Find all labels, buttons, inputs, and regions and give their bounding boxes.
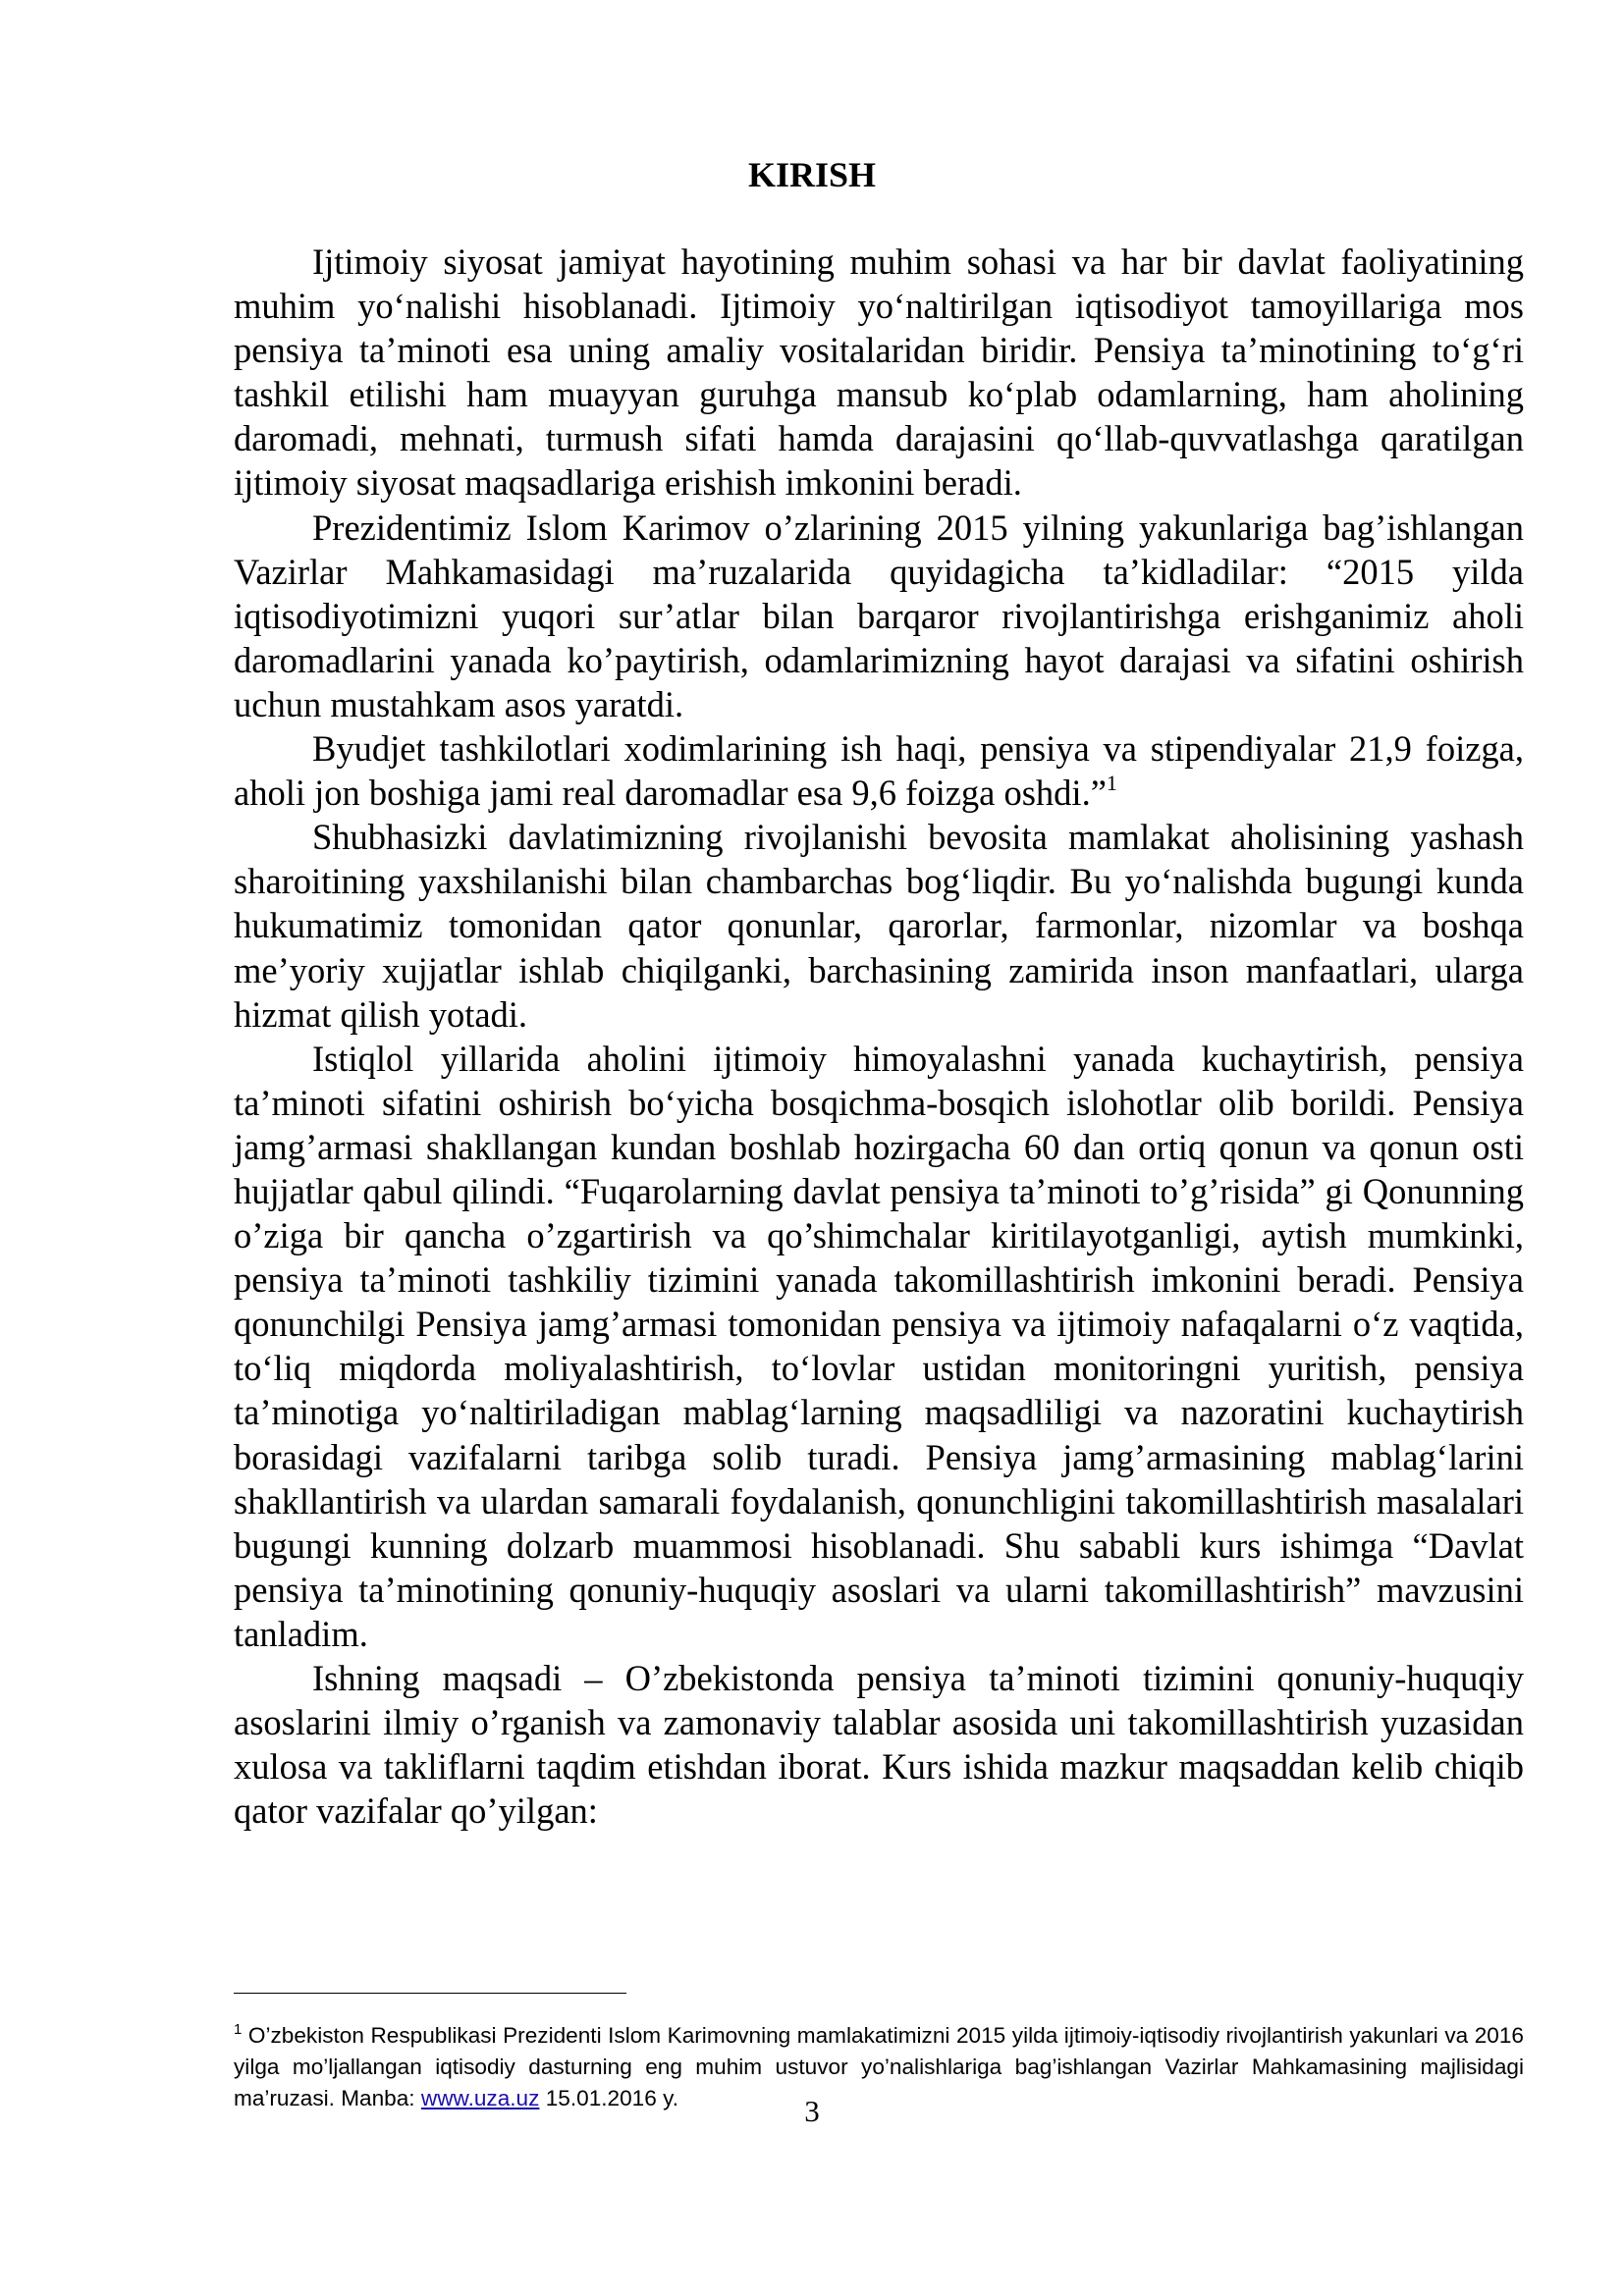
footnote-date: 15.01.2016 y.	[539, 2086, 678, 2110]
source-link[interactable]: www.uza.uz	[420, 2086, 540, 2110]
paragraph-development: Shubhasizki davlatimizning rivojlanishi bevosita mamlakat aholisining yashash sharoitining yaxshilanishi bilan chambarchas bog‘liqdir. Bu yo‘nalishda bugungi kunda hukumatimiz tomonidan qator qonunlar, qarorlar, farmonlar, nizomlar va boshqa me’yoriy xujjatlar ishlab chiqilganki, barchasining zamirida inson manfaatlari, ularga hizmat qilish yotadi.	[234, 817, 1524, 1035]
footnote-reference[interactable]: 1	[1106, 771, 1117, 796]
paragraph-independence-reforms: Istiqlol yillarida aholini ijtimoiy himoyalashni yanada kuchaytirish, pensiya ta’minoti sifatini oshirish bo‘yicha bosqichma-bosqich islohotlar olib borildi. Pensiya jamg’armasi shakllangan kundan boshlab hozirgacha 60 dan ortiq qonun va qonun osti hujjatlar qabul qilindi. “Fuqarolarning davlat pensiya ta’minoti to’g’risida” gi Qonunning o’ziga bir qancha o’zgartirish va qo’shimchalar kiritilayotganligi, aytish mumkinki, pensiya ta’minoti tashkiliy tizimini yanada takomillashtirish imkonini beradi. Pensiya qonunchilgi Pensiya jamg’armasi tomonidan pensiya va ijtimoiy nafaqalarni o‘z vaqtida, to‘liq miqdorda moliyalashtirish, to‘lovlar ustidan monitoringni yuritish, pensiya ta’minotiga yo‘naltiriladigan mablag‘larning maqsadliligi va nazoratini kuchaytirish borasidagi vazifalarni taribga solib turadi. Pensiya jamg’armasining mablag‘larini shakllantirish va ulardan samarali foydalanish, qonunchligini takomillashtirish masalalari bugungi kunning dolzarb muammosi hisoblanadi. Shu sababli kurs ishimga “Davlat pensiya ta’minotining qonuniy-huquqiy asoslari va ularni takomillashtirish” mavzusini tanladim.	[234, 1038, 1524, 1654]
body-text	[234, 240, 1524, 1833]
page-number: 3	[804, 2094, 820, 2128]
footnote-number: 1	[234, 2021, 243, 2038]
paragraph-budget-text: Byudjet tashkilotlari xodimlarining ish haqi, pensiya va stipendiyalar 21,9 foizga, aholi jon boshiga jami real daromadlar esa 9,6 foizga oshdi.”	[234, 728, 1524, 814]
footnote-separator	[234, 1993, 626, 1994]
paragraph-research-goal: Ishning maqsadi – O’zbekistonda pensiya ta’minoti tizimini qonuniy-huquqiy asoslarini ilmiy o’rganish va zamonaviy talablar asosida uni takomillashtirish yuzasidan xulosa va takliflarni taqdim etishdan iborat. Kurs ishida mazkur maqsaddan kelib chiqib qator vazifalar qo’yilgan:	[234, 1658, 1524, 1832]
paragraph-president-quote: Prezidentimiz Islom Karimov o’zlarining 2015 yilning yakunlariga bag’ishlangan Vazirlar Mahkamasidagi ma’ruzalarida quyidagicha ta’kidladilar: “2015 yilda iqtisodiyotimizni yuqori sur’atlar bilan barqaror rivojlantirishga erishganimiz aholi daromadlarini yanada ko’paytirish, odamlarimizning hayot darajasi va sifatini oshirish uchun mustahkam asos yaratdi.	[234, 507, 1524, 724]
paragraph-budget-figures	[234, 726, 1524, 815]
footnote-text: O’zbekiston Respublikasi Prezidenti Islom Karimovning mamlakatimizni 2015 yilda ijtimoiy-iqtisodiy rivojlantirish yakunlari va 2016 yilga mo’ljallangan iqtisodiy dasturning eng muhim ustuvor yo’nalishlariga bag’ishlangan Vazirlar Mahkamasining majlisidagi ma’ruzasi. Manba:	[234, 2023, 1524, 2110]
paragraph-intro: Ijtimoiy siyosat jamiyat hayotining muhim sohasi va har bir davlat faoliyatining muhim yo‘nalishi hisoblanadi. Ijtimoiy yo‘naltirilgan iqtisodiyot tamoyillariga mos pensiya ta’minoti esa uning amaliy vositalaridan biridir. Pensiya ta’minotining to‘g‘ri tashkil etilishi ham muayyan guruhga mansub ko‘plab odamlarning, ham aholining daromadi, mehnati, turmush sifati hamda darajasini qo‘llab-quvvatlashga qaratilgan ijtimoiy siyosat maqsadlariga erishish imkonini beradi.	[234, 241, 1524, 504]
page-title: KIRISH	[747, 155, 877, 194]
